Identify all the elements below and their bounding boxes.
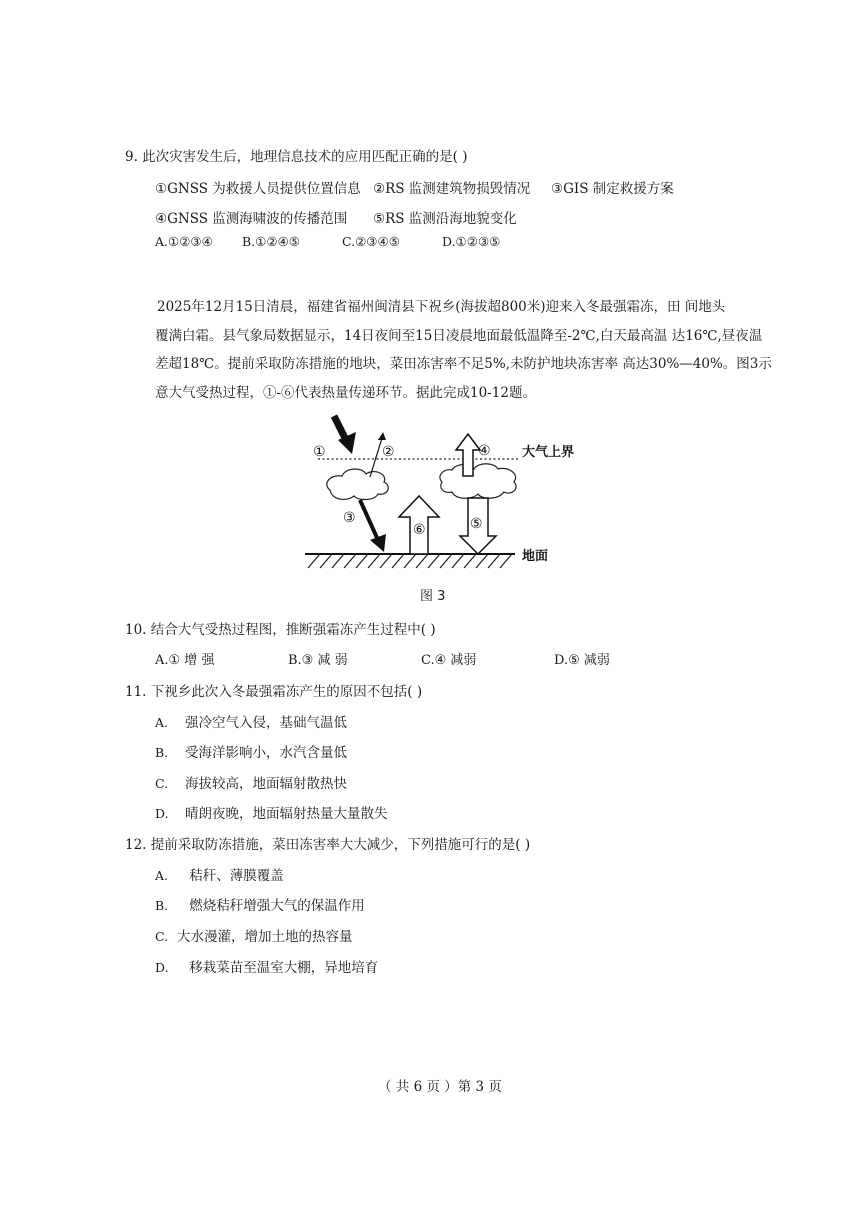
label-3: ③ [343,510,356,526]
label-2: ② [382,444,395,460]
question-9-statements-row-2 [155,207,517,227]
q12-option-b [155,894,365,914]
question-10-stem: 10. 结合大气受热过程图，推断强霜冻产生过程中( ) [125,622,436,638]
q11-option-d-letter: D. [155,806,169,821]
q11-option-c-text: 海拔较高，地面辐射散热快 [185,776,347,792]
q12-option-c-text: 大水漫灌，增加土地的热容量 [177,929,353,945]
question-9-choices [155,234,500,249]
q11-option-c-letter: C. [155,776,169,791]
q12-option-d-letter: D. [155,960,169,975]
statement-5: ⑤RS 监测沿海地貌变化 [373,211,517,227]
q11-option-b-text: 受海洋影响小，水汽含量低 [185,745,347,761]
passage [155,293,775,407]
cloud-right [440,464,516,499]
question-9-stem: 9. 此次灾害发生后，地理信息技术的应用匹配正确的是( ) [125,149,468,165]
q11-option-b-letter: B. [155,745,169,760]
statement-4: ④GNSS 监测海啸波的传播范围 [155,211,348,227]
passage-line-1: 2025年12月15日清晨，福建省福州闽清县下祝乡(海拔超800米)迎来入冬最强霜冻，田 间地头 [157,299,726,315]
question-10-choices [155,649,610,668]
q10-choice-d: D.⑤ 减弱 [554,653,610,668]
question-11-stem: 11. 下视乡此次入冬最强霜冻产生的原因不包括( ) [125,684,423,700]
q12-option-c-letter: C. [155,929,169,944]
q11-option-a [155,711,347,731]
choice-d: D.①②③⑤ [442,234,501,249]
page-footer: （ 共 6 页 ）第 3 页 [378,1079,502,1095]
q11-option-a-letter: A. [155,715,169,730]
q12-option-b-letter: B. [155,898,169,913]
label-4: ④ [478,443,491,459]
label-5: ⑤ [470,516,483,532]
ground-label: 地面 [522,549,549,564]
q11-option-d-text: 晴朗夜晚，地面辐射热量大量散失 [185,806,388,822]
question-12-stem: 12. 提前采取防冻措施，菜田冻害率大大减少，下列措施可行的是( ) [125,837,531,853]
q11-option-b [155,741,347,761]
arrow-1-solar-radiation [334,416,356,454]
passage-line-2: 覆满白霜。县气象局数据显示，14日夜间至15日凌晨地面最低温降至-2℃,白天最高温 达16℃,昼夜温 [155,327,763,344]
q11-option-a-text: 强冷空气入侵，基础气温低 [185,715,347,731]
atmosphere-heating-diagram [300,412,600,577]
choice-b: B.①②④⑤ [242,234,300,249]
q11-option-c [155,772,347,792]
q12-option-a-letter: A. [155,868,169,883]
q12-option-d [155,956,378,976]
choice-a: A.①②③④ [155,234,213,249]
ground-hatching [308,554,512,568]
label-1: ① [313,444,326,460]
q11-option-d [155,802,388,822]
q12-option-c [155,925,353,945]
question-9-statements-row-1 [155,177,674,197]
figure-caption: 图 3 [420,589,446,604]
statement-2: ②RS 监测建筑物损毁情况 [373,181,531,197]
arrow-3-surface-absorption [360,500,386,552]
statement-1: ①GNSS 为救援人员提供位置信息 [155,181,361,197]
q10-choice-a: A.① 增 强 [155,653,215,668]
q12-option-a [155,864,284,884]
q12-option-d-text: 移栽菜苗至温室大棚，异地培育 [185,960,379,976]
statement-3: ③GIS 制定救援方案 [551,181,674,197]
choice-c: C.②③④⑤ [342,234,400,249]
passage-line-4: 意大气受热过程，①-⑥代表热量传递环节。据此完成10-12题。 [155,384,536,401]
q10-choice-b: B.③ 减 弱 [288,653,348,668]
q12-option-a-text: 秸秆、薄膜覆盖 [185,868,284,884]
label-6: ⑥ [413,522,426,538]
q12-option-b-text: 燃烧秸秆增强大气的保温作用 [185,898,365,914]
atmosphere-top-label: 大气上界 [522,445,575,460]
passage-line-3: 差超18℃。提前采取防冻措施的地块，菜田冻害率不足5%,未防护地块冻害率 高达30%—40%。图3示 [155,356,772,372]
q10-choice-c: C.④ 减弱 [421,653,477,668]
cloud-left [327,469,388,500]
